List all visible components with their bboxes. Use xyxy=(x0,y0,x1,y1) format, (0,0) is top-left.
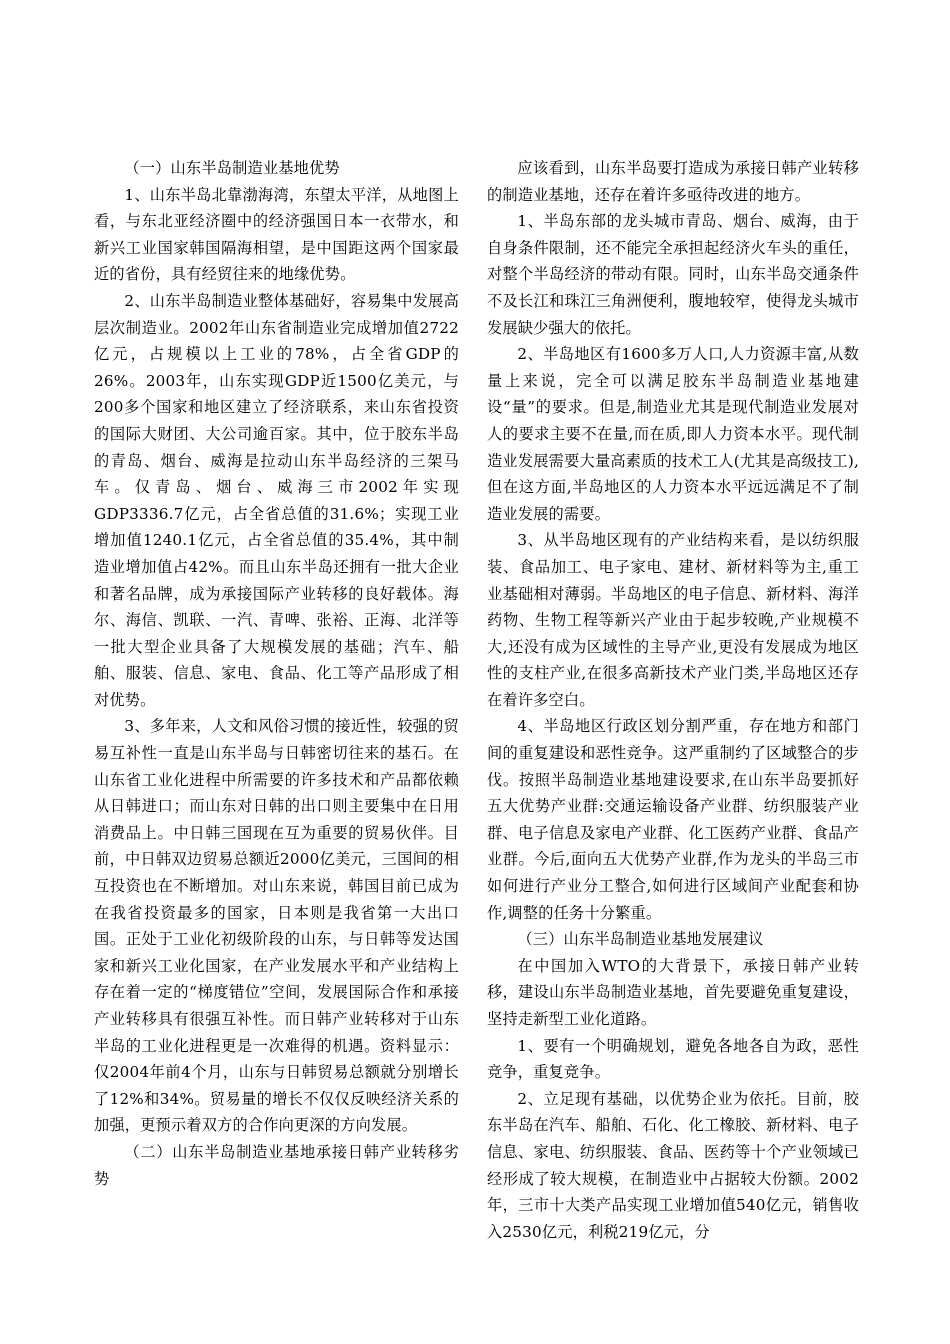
paragraph: 在中国加入WTO的大背景下，承接日韩产业转移，建设山东半岛制造业基地，首先要避免重复建设，坚持走新型工业化道路。 xyxy=(487,956,859,1028)
paragraph: 2、山东半岛制造业整体基础好，容易集中发展高层次制造业。2002年山东省制造业完成增加值2722亿元，占规模以上工业的78%，占全省GDP的26%。2003年，山东实现GDP近1500亿美元，与200多个国家和地区建立了经济联系，来山东省投资的国际大财团、大公司逾百家。其中，位于胶东半岛的青岛、烟台、威海是拉动山东半岛经济的三架马车。仅青岛、烟台、威海三市2002年实现GDP3336.7亿元，占全省总值的31.6%；实现工业增加值1240.1亿元，占全省总值的35.4%，其中制造业增加值占42%。而且山东半岛还拥有一批大企业和著名品牌，成为承接国际产业转移的良好载体。海尔、海信、凯联、一汽、青啤、张裕、正海、北洋等一批大型企业具备了大规模发展的基础；汽车、船舶、服装、信息、家电、食品、化工等产品形成了相对优势。 xyxy=(94,291,459,709)
section-heading-disadvantages: （二）山东半岛制造业基地承接日韩产业转移劣势 xyxy=(94,1142,459,1188)
left-column xyxy=(94,155,459,1192)
paragraph: 1、半岛东部的龙头城市青岛、烟台、威海，由于自身条件限制，还不能完全承担起经济火车头的重任，对整个半岛经济的带动有限。同时，山东半岛交通条件不及长江和珠江三角洲便利，腹地较窄，使得龙头城市发展缺少强大的依托。 xyxy=(487,212,859,337)
section-heading-advantages: （一）山东半岛制造业基地优势 xyxy=(124,159,340,177)
paragraph: 4、半岛地区行政区划分割严重，存在地方和部门间的重复建设和恶性竞争。这严重制约了区域整合的步伐。按照半岛制造业基地建设要求,在山东半岛要抓好五大优势产业群:交通运输设备产业群、纺织服装产业群、电子信息及家电产业群、化工医药产业群、食品产业群。今后,面向五大优势产业群,作为龙头的半岛三市如何进行产业分工整合,如何进行区域间产业配套和协作,调整的任务十分繁重。 xyxy=(487,717,859,922)
right-column xyxy=(487,155,859,1245)
paragraph: 2、立足现有基础，以优势企业为依托。目前，胶东半岛在汽车、船舶、石化、化工橡胶、新材料、电子信息、家电、纺织服装、食品、医药等十个产业领域已经形成了较大规模，在制造业中占据较大份额。2002年，三市十大类产品实现工业增加值540亿元，销售收入2530亿元，利税219亿元，分 xyxy=(487,1089,859,1241)
paragraph: 应该看到，山东半岛要打造成为承接日韩产业转移的制造业基地，还存在着许多亟待改进的地方。 xyxy=(487,159,859,204)
section-heading-suggestions: （三）山东半岛制造业基地发展建议 xyxy=(517,930,764,949)
paragraph: 1、山东半岛北靠渤海湾，东望太平洋，从地图上看，与东北亚经济圈中的经济强国日本一衣带水，和新兴工业国家韩国隔海相望，是中国距这两个国家最近的省份，具有经贸往来的地缘优势。 xyxy=(94,185,459,284)
paragraph: 3、从半岛地区现有的产业结构来看，是以纺织服装、食品加工、电子家电、建材、新材料等为主,重工业基础相对薄弱。半岛地区的电子信息、新材料、海洋药物、生物工程等新兴产业由于起步较晚,产业规模不大,还没有成为区域性的主导产业,更没有发展成为地区性的支柱产业,在很多高新技术产业门类,半岛地区还存在着许多空白。 xyxy=(487,531,859,709)
paragraph: 2、半岛地区有1600多万人口,人力资源丰富,从数量上来说，完全可以满足胶东半岛制造业基地建设“量”的要求。但是,制造业尤其是现代制造业发展对人的要求主要不在量,而在质,即人力资本水平。现代制造业发展需要大量高素质的技术工人(尤其是高级技工),但在这方面,半岛地区的人力资本水平远远满足不了制造业发展的需要。 xyxy=(487,345,859,523)
paragraph: 1、要有一个明确规划，避免各地各自为政，恶性竞争，重复竞争。 xyxy=(487,1036,859,1082)
paragraph: 3、多年来，人文和风俗习惯的接近性，较强的贸易互补性一直是山东半岛与日韩密切往来的基石。在山东省工业化进程中所需要的许多技术和产品都依赖从日韩进口；而山东对日韩的出口则主要集中在日用消费品上。中日韩三国现在互为重要的贸易伙伴。目前，中日韩双边贸易总额近2000亿美元，三国间的相互投资也在不断增加。对山东来说，韩国目前已成为在我省投资最多的国家，日本则是我省第一大出口国。正处于工业化初级阶段的山东，与日韩等发达国家和新兴工业化国家，在产业发展水平和产业结构上存在着一定的“梯度错位”空间，发展国际合作和承接产业转移具有很强互补性。而日韩产业转移对于山东半岛的工业化进程更是一次难得的机遇。资料显示：仅2004年前4个月，山东与日韩贸易总额就分别增长了12%和34%。贸易量的增长不仅仅反映经济关系的加强，更预示着双方的合作向更深的方向发展。 xyxy=(94,717,459,1135)
